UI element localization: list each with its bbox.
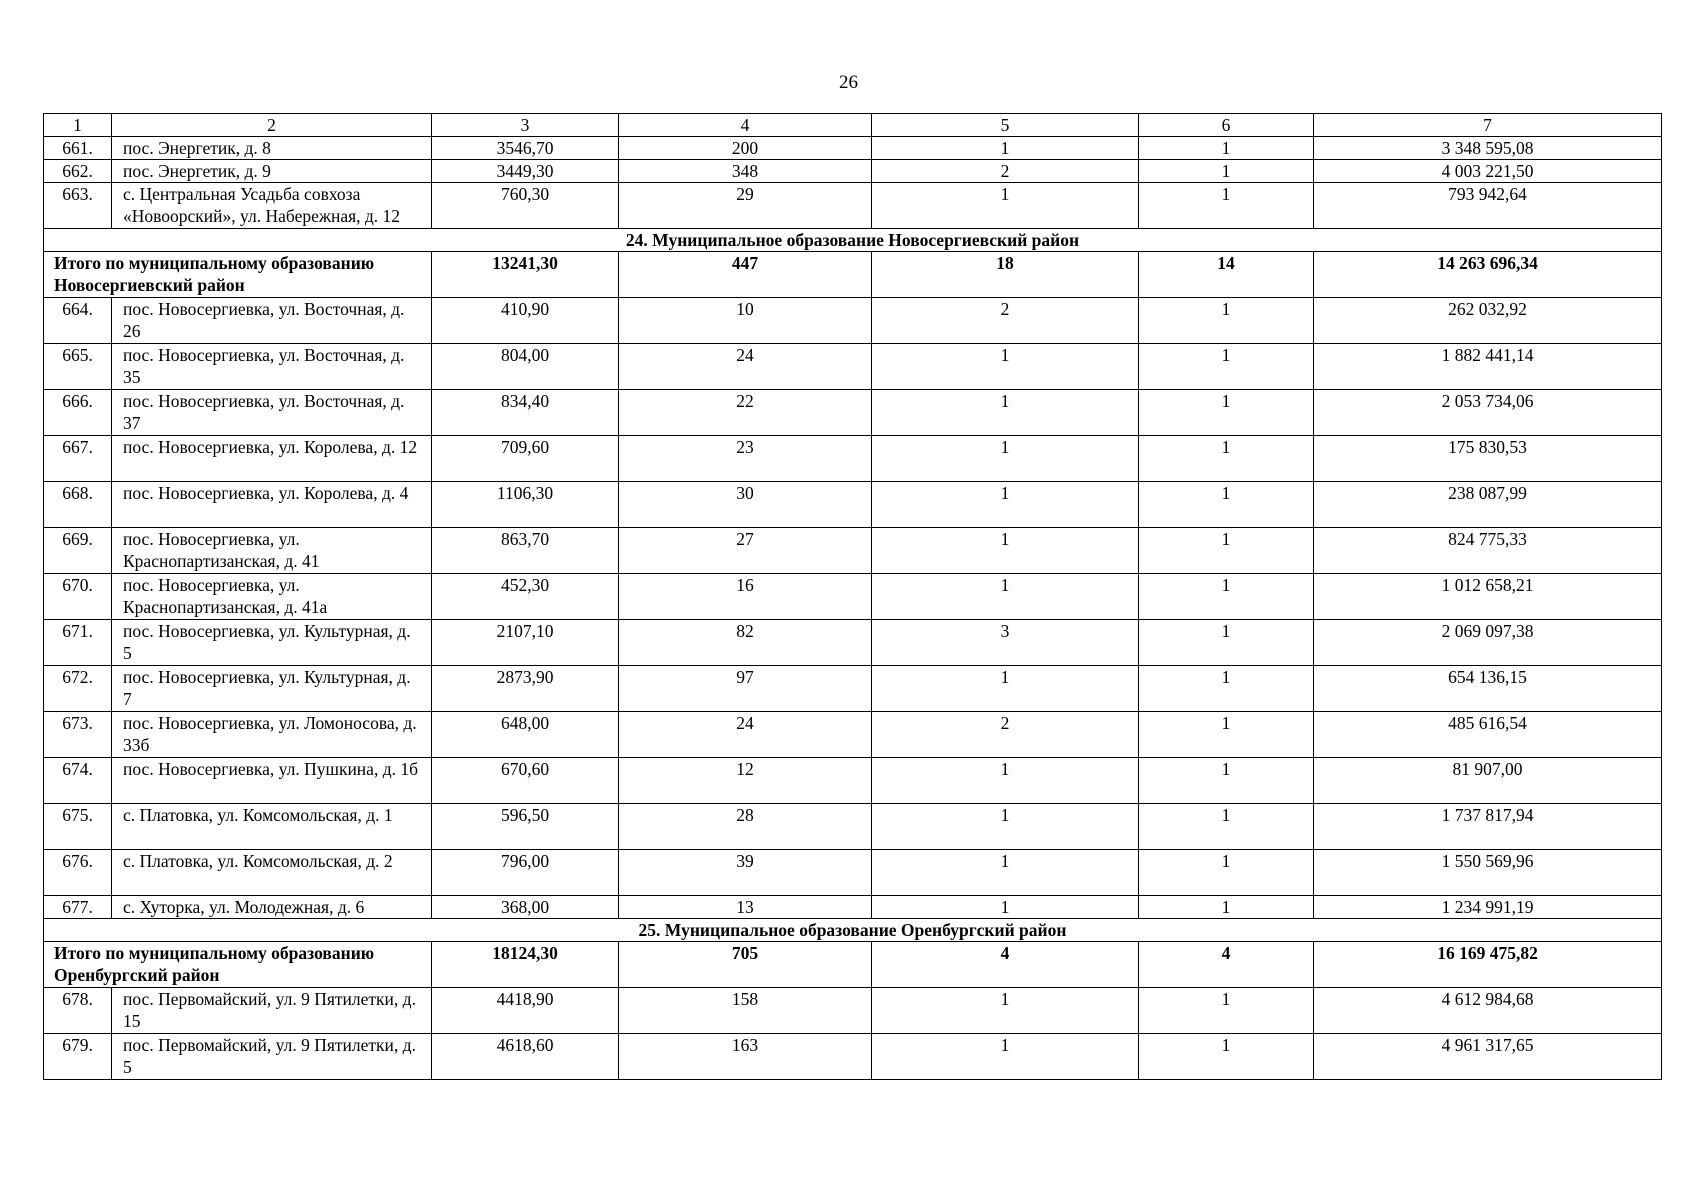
column-header-1: 1: [44, 114, 112, 137]
total-column-4-value: 447: [619, 252, 872, 298]
row-area-value: 596,50: [432, 804, 619, 850]
row-area-value: 804,00: [432, 344, 619, 390]
table-row: [44, 988, 1662, 1034]
row-address: пос. Новосергиевка, ул. Краснопартизанская, д. 41а: [112, 574, 432, 620]
total-area-value: 13241,30: [432, 252, 619, 298]
row-column-4-value: 12: [619, 758, 872, 804]
table-row: [44, 344, 1662, 390]
table-row: [44, 666, 1662, 712]
row-column-5-value: 2: [872, 298, 1139, 344]
row-address: с. Центральная Усадьба совхоза «Новоорский», ул. Набережная, д. 12: [112, 183, 432, 229]
row-number: 678.: [44, 988, 112, 1034]
row-column-5-value: 1: [872, 436, 1139, 482]
row-cost-value: 824 775,33: [1314, 528, 1662, 574]
row-column-6-value: 1: [1139, 574, 1314, 620]
row-number: 672.: [44, 666, 112, 712]
row-area-value: 834,40: [432, 390, 619, 436]
column-header-7: 7: [1314, 114, 1662, 137]
row-column-5-value: 1: [872, 804, 1139, 850]
row-area-value: 4418,90: [432, 988, 619, 1034]
row-column-5-value: 1: [872, 574, 1139, 620]
total-column-6-value: 14: [1139, 252, 1314, 298]
row-cost-value: 1 882 441,14: [1314, 344, 1662, 390]
housing-register-table: [43, 113, 1662, 1080]
row-column-5-value: 2: [872, 712, 1139, 758]
row-column-4-value: 29: [619, 183, 872, 229]
row-cost-value: 793 942,64: [1314, 183, 1662, 229]
table-row: [44, 137, 1662, 160]
total-cost-value: 16 169 475,82: [1314, 942, 1662, 988]
row-number: 668.: [44, 482, 112, 528]
total-row: [44, 252, 1662, 298]
row-column-4-value: 158: [619, 988, 872, 1034]
row-column-4-value: 97: [619, 666, 872, 712]
row-number: 679.: [44, 1034, 112, 1080]
row-column-5-value: 1: [872, 344, 1139, 390]
row-cost-value: 2 053 734,06: [1314, 390, 1662, 436]
row-column-4-value: 163: [619, 1034, 872, 1080]
row-address: пос. Новосергиевка, ул. Краснопартизанская, д. 41: [112, 528, 432, 574]
row-column-5-value: 1: [872, 850, 1139, 896]
row-number: 671.: [44, 620, 112, 666]
row-column-5-value: 1: [872, 1034, 1139, 1080]
table-body: [44, 114, 1662, 1080]
row-address: пос. Первомайский, ул. 9 Пятилетки, д. 15: [112, 988, 432, 1034]
section-heading-row: [44, 229, 1662, 252]
row-column-6-value: 1: [1139, 758, 1314, 804]
row-column-4-value: 200: [619, 137, 872, 160]
row-column-5-value: 1: [872, 137, 1139, 160]
row-column-6-value: 1: [1139, 160, 1314, 183]
row-number: 675.: [44, 804, 112, 850]
row-column-5-value: 1: [872, 666, 1139, 712]
row-column-5-value: 1: [872, 896, 1139, 919]
row-area-value: 709,60: [432, 436, 619, 482]
row-area-value: 3546,70: [432, 137, 619, 160]
row-column-6-value: 1: [1139, 620, 1314, 666]
row-column-6-value: 1: [1139, 344, 1314, 390]
row-number: 676.: [44, 850, 112, 896]
row-number: 670.: [44, 574, 112, 620]
total-column-6-value: 4: [1139, 942, 1314, 988]
row-column-6-value: 1: [1139, 896, 1314, 919]
row-column-5-value: 1: [872, 528, 1139, 574]
row-cost-value: 4 961 317,65: [1314, 1034, 1662, 1080]
row-address: пос. Новосергиевка, ул. Восточная, д. 37: [112, 390, 432, 436]
row-column-4-value: 82: [619, 620, 872, 666]
table-row: [44, 390, 1662, 436]
total-cost-value: 14 263 696,34: [1314, 252, 1662, 298]
table-row: [44, 482, 1662, 528]
row-column-6-value: 1: [1139, 988, 1314, 1034]
total-label: Итого по муниципальному образованию Новосергиевский район: [44, 252, 432, 298]
column-header-6: 6: [1139, 114, 1314, 137]
table-row: [44, 574, 1662, 620]
row-number: 661.: [44, 137, 112, 160]
total-row: [44, 942, 1662, 988]
section-title: 25. Муниципальное образование Оренбургский район: [44, 919, 1662, 942]
row-number: 662.: [44, 160, 112, 183]
row-column-4-value: 28: [619, 804, 872, 850]
row-cost-value: 1 737 817,94: [1314, 804, 1662, 850]
row-number: 677.: [44, 896, 112, 919]
row-column-6-value: 1: [1139, 804, 1314, 850]
column-number-header-row: [44, 114, 1662, 137]
row-address: пос. Новосергиевка, ул. Ломоносова, д. 33б: [112, 712, 432, 758]
row-number: 665.: [44, 344, 112, 390]
row-number: 664.: [44, 298, 112, 344]
row-area-value: 1106,30: [432, 482, 619, 528]
row-address: пос. Новосергиевка, ул. Восточная, д. 26: [112, 298, 432, 344]
row-number: 673.: [44, 712, 112, 758]
page-number: 26: [839, 72, 858, 93]
table-row: [44, 528, 1662, 574]
row-column-5-value: 3: [872, 620, 1139, 666]
row-column-4-value: 24: [619, 712, 872, 758]
row-number: 669.: [44, 528, 112, 574]
section-title: 24. Муниципальное образование Новосергиевский район: [44, 229, 1662, 252]
row-cost-value: 1 234 991,19: [1314, 896, 1662, 919]
table-row: [44, 436, 1662, 482]
row-column-5-value: 1: [872, 482, 1139, 528]
row-column-6-value: 1: [1139, 298, 1314, 344]
column-header-2: 2: [112, 114, 432, 137]
row-cost-value: 1 550 569,96: [1314, 850, 1662, 896]
row-column-4-value: 24: [619, 344, 872, 390]
row-address: пос. Новосергиевка, ул. Культурная, д. 7: [112, 666, 432, 712]
table-row: [44, 804, 1662, 850]
row-area-value: 760,30: [432, 183, 619, 229]
table-row: [44, 712, 1662, 758]
row-column-6-value: 1: [1139, 1034, 1314, 1080]
row-cost-value: 654 136,15: [1314, 666, 1662, 712]
row-cost-value: 238 087,99: [1314, 482, 1662, 528]
column-header-5: 5: [872, 114, 1139, 137]
row-number: 666.: [44, 390, 112, 436]
row-column-6-value: 1: [1139, 137, 1314, 160]
row-number: 667.: [44, 436, 112, 482]
table-row: [44, 183, 1662, 229]
row-column-5-value: 1: [872, 988, 1139, 1034]
row-column-4-value: 39: [619, 850, 872, 896]
row-column-4-value: 13: [619, 896, 872, 919]
row-column-5-value: 1: [872, 183, 1139, 229]
table-row: [44, 896, 1662, 919]
row-column-6-value: 1: [1139, 666, 1314, 712]
row-address: с. Платовка, ул. Комсомольская, д. 1: [112, 804, 432, 850]
row-column-6-value: 1: [1139, 850, 1314, 896]
row-cost-value: 3 348 595,08: [1314, 137, 1662, 160]
row-column-4-value: 10: [619, 298, 872, 344]
row-address: с. Хуторка, ул. Молодежная, д. 6: [112, 896, 432, 919]
table-row: [44, 1034, 1662, 1080]
row-area-value: 670,60: [432, 758, 619, 804]
row-cost-value: 4 003 221,50: [1314, 160, 1662, 183]
section-heading-row: [44, 919, 1662, 942]
row-column-6-value: 1: [1139, 482, 1314, 528]
column-header-3: 3: [432, 114, 619, 137]
row-area-value: 648,00: [432, 712, 619, 758]
row-address: пос. Энергетик, д. 8: [112, 137, 432, 160]
row-area-value: 2873,90: [432, 666, 619, 712]
row-column-4-value: 348: [619, 160, 872, 183]
row-column-6-value: 1: [1139, 390, 1314, 436]
row-column-6-value: 1: [1139, 436, 1314, 482]
table-row: [44, 298, 1662, 344]
row-address: пос. Новосергиевка, ул. Королева, д. 4: [112, 482, 432, 528]
row-cost-value: 175 830,53: [1314, 436, 1662, 482]
total-column-4-value: 705: [619, 942, 872, 988]
row-area-value: 796,00: [432, 850, 619, 896]
row-area-value: 452,30: [432, 574, 619, 620]
row-area-value: 3449,30: [432, 160, 619, 183]
row-cost-value: 81 907,00: [1314, 758, 1662, 804]
table-row: [44, 160, 1662, 183]
row-column-4-value: 22: [619, 390, 872, 436]
row-address: пос. Первомайский, ул. 9 Пятилетки, д. 5: [112, 1034, 432, 1080]
row-column-6-value: 1: [1139, 528, 1314, 574]
total-column-5-value: 18: [872, 252, 1139, 298]
row-column-4-value: 23: [619, 436, 872, 482]
row-area-value: 2107,10: [432, 620, 619, 666]
row-column-4-value: 27: [619, 528, 872, 574]
row-column-4-value: 16: [619, 574, 872, 620]
row-column-6-value: 1: [1139, 712, 1314, 758]
row-number: 674.: [44, 758, 112, 804]
row-cost-value: 4 612 984,68: [1314, 988, 1662, 1034]
row-column-4-value: 30: [619, 482, 872, 528]
row-area-value: 368,00: [432, 896, 619, 919]
row-address: с. Платовка, ул. Комсомольская, д. 2: [112, 850, 432, 896]
row-cost-value: 485 616,54: [1314, 712, 1662, 758]
row-area-value: 4618,60: [432, 1034, 619, 1080]
row-cost-value: 262 032,92: [1314, 298, 1662, 344]
row-column-5-value: 1: [872, 758, 1139, 804]
row-address: пос. Новосергиевка, ул. Восточная, д. 35: [112, 344, 432, 390]
row-cost-value: 2 069 097,38: [1314, 620, 1662, 666]
row-cost-value: 1 012 658,21: [1314, 574, 1662, 620]
total-area-value: 18124,30: [432, 942, 619, 988]
total-label: Итого по муниципальному образованию Оренбургский район: [44, 942, 432, 988]
total-column-5-value: 4: [872, 942, 1139, 988]
row-column-6-value: 1: [1139, 183, 1314, 229]
row-column-5-value: 2: [872, 160, 1139, 183]
row-area-value: 863,70: [432, 528, 619, 574]
table-row: [44, 620, 1662, 666]
row-column-5-value: 1: [872, 390, 1139, 436]
row-address: пос. Новосергиевка, ул. Культурная, д. 5: [112, 620, 432, 666]
row-address: пос. Новосергиевка, ул. Пушкина, д. 1б: [112, 758, 432, 804]
row-address: пос. Энергетик, д. 9: [112, 160, 432, 183]
row-number: 663.: [44, 183, 112, 229]
table-row: [44, 850, 1662, 896]
table-row: [44, 758, 1662, 804]
row-area-value: 410,90: [432, 298, 619, 344]
column-header-4: 4: [619, 114, 872, 137]
row-address: пос. Новосергиевка, ул. Королева, д. 12: [112, 436, 432, 482]
